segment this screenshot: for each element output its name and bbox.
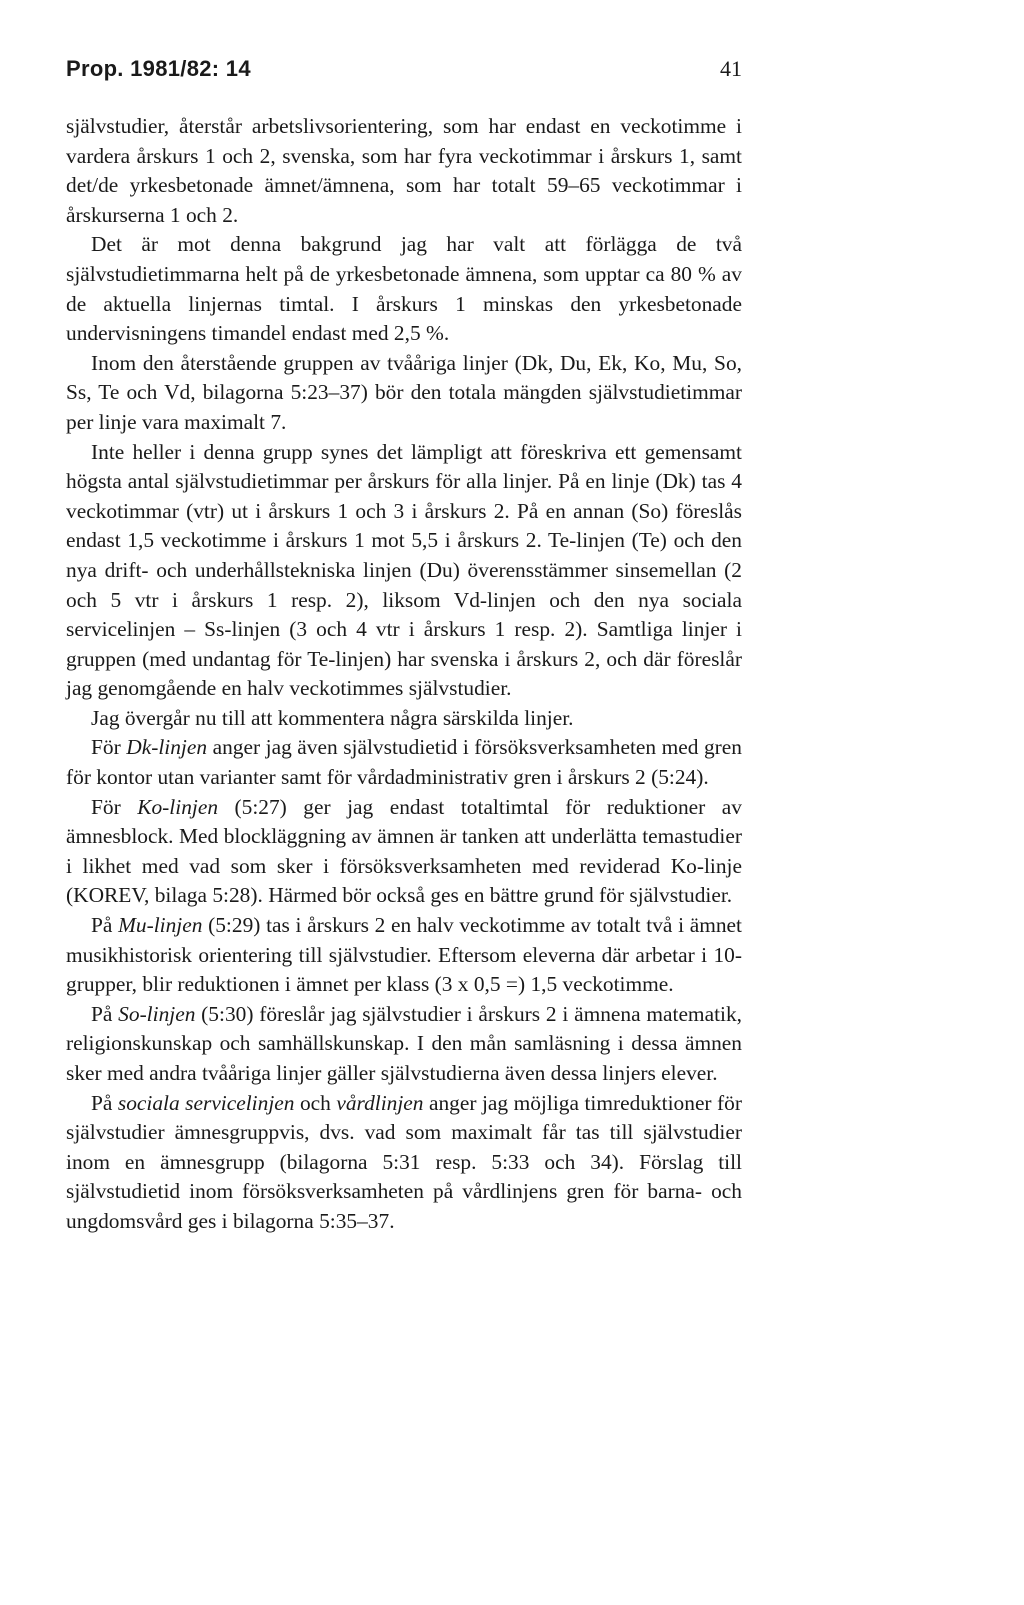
paragraph bbox=[66, 704, 742, 734]
text-run: Jag övergår nu till att kommentera några särskilda linjer. bbox=[91, 705, 574, 730]
italic-term: Ko-linjen bbox=[137, 794, 219, 819]
paragraph bbox=[66, 911, 742, 1000]
page-number: 41 bbox=[720, 56, 742, 81]
paragraph bbox=[66, 112, 742, 230]
text-run: (5:30) föreslår jag självstudier i årskurs 2 i ämnena matematik, religionskunskap och samhällskunskap. I den mån samläsning i dessa ämnen sker med andra tvååriga linjer gäller självstudierna även dessa linjers elever. bbox=[66, 1001, 742, 1085]
document-reference: Prop. 1981/82: 14 bbox=[66, 56, 251, 81]
paragraph bbox=[66, 733, 742, 792]
text-run: (5:29) tas i årskurs 2 en halv veckotimme av totalt två i ämnet musikhistorisk orientering till självstudier. Eftersom eleverna där arbetar i 10-grupper, blir reduktionen i ämnet per klass (3 x 0,5 =) 1,5 veckotimme. bbox=[66, 913, 742, 997]
text-run: (5:27) ger jag endast totaltimtal för reduktioner av ämnesblock. Med blockläggning av ämnen är tanken att underlätta temastudier i likhet med vad som sker i försöksverksamheten med reviderad Ko-linje (KOREV, bilaga 5:28). Härmed bör också ges en bättre grund för självstudier. bbox=[66, 794, 742, 908]
paragraph bbox=[66, 349, 742, 438]
text-run: självstudier, återstår arbetslivsorientering, som har endast en veckotimme i vardera årskurs 1 och 2, svenska, som har fyra veckotimmar i årskurs 1, samt det/de yrkesbetonade ämnet/ämnena, som har totalt 59–65 veckotimmar i årskurserna 1 och 2. bbox=[66, 114, 742, 227]
paragraph bbox=[66, 230, 742, 348]
text-run: Inte heller i denna grupp synes det lämpligt att föreskriva ett gemensamt högsta antal självstudietimmar per årskurs för alla linjer. På en linje (Dk) tas 4 veckotimmar (vtr) ut i årskurs 1 och 3 i årskurs 2. På en annan (So) föreslås endast 1,5 veckotimme i årskurs 1 mot 5,5 i årskurs 2. Te-linjen (Te) och den nya drift- och underhållstekniska linjen (Du) överensstämmer sinsemellan (2 och 5 vtr i årskurs 1 resp. 2), liksom Vd-linjen och den nya sociala servicelinjen – Ss-linjen (3 och 4 vtr i årskurs 1 resp. 2). Samtliga linjer i gruppen (med undantag för Te-linjen) har svenska i årskurs 2, och där föreslår jag genomgående en halv veckotimmes självstudier. bbox=[66, 439, 742, 701]
text-run: anger jag även självstudietid i försöksverksamheten med gren för kontor utan varianter samt för vårdadministrativ gren i årskurs 2 (5:24). bbox=[66, 735, 742, 790]
text-run: För bbox=[91, 735, 127, 760]
paragraph bbox=[66, 793, 742, 911]
italic-term: Mu-linjen bbox=[118, 913, 203, 938]
page-header bbox=[66, 56, 742, 86]
text-run: På bbox=[91, 1090, 118, 1115]
italic-term: vårdlinjen bbox=[336, 1090, 424, 1115]
text-run: För bbox=[91, 794, 138, 819]
text-run: På bbox=[91, 913, 119, 938]
paragraph bbox=[66, 1000, 742, 1089]
italic-term: Dk-linjen bbox=[126, 735, 208, 760]
text-run: På bbox=[91, 1001, 119, 1026]
paragraph bbox=[66, 438, 742, 704]
text-run: och bbox=[294, 1090, 337, 1115]
italic-term: sociala servicelinjen bbox=[117, 1090, 295, 1115]
text-run: Inom den återstående gruppen av tvååriga linjer (Dk, Du, Ek, Ko, Mu, So, Ss, Te och Vd, bilagorna 5:23–37) bör den totala mängden självstudietimmar per linje vara maximalt 7. bbox=[66, 350, 742, 434]
body-text bbox=[66, 112, 742, 1237]
text-run: Det är mot denna bakgrund jag har valt att förlägga de två självstudietimmarna helt på de yrkesbetonade ämnena, som upptar ca 80 % av de aktuella linjernas timtal. I årskurs 1 minskas den yrkesbetonade undervisningens timandel endast med 2,5 %. bbox=[66, 232, 742, 346]
text-run: anger jag möjliga timreduktioner för självstudier ämnesgruppvis, dvs. vad som maximalt får tas till självstudier inom en ämnesgrupp (bilagorna 5:31 resp. 5:33 och 34). Förslag till självstudietid inom försöksverksamheten på vårdlinjens gren för barna- och ungdomsvård ges i bilagorna 5:35–37. bbox=[66, 1090, 742, 1233]
italic-term: So-linjen bbox=[118, 1001, 196, 1026]
paragraph bbox=[66, 1089, 742, 1237]
